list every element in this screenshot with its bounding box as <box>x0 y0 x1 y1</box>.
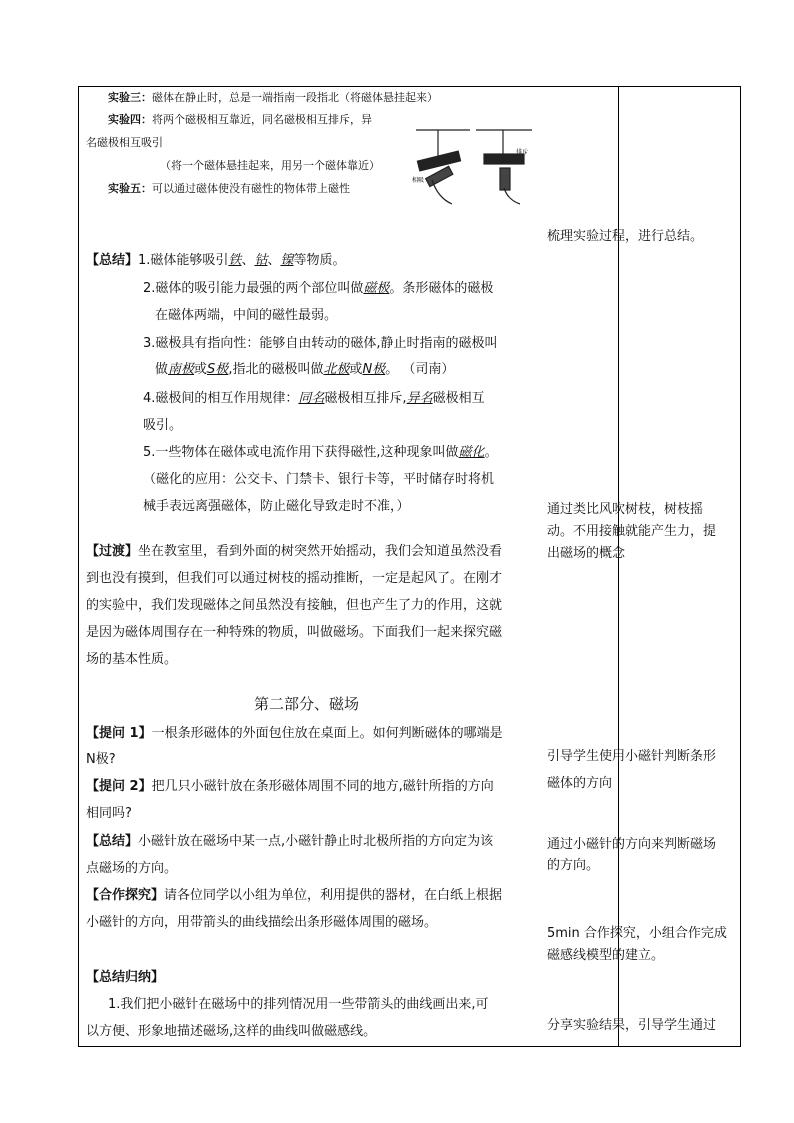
note-2-line-3: 出磁场的概念 <box>547 546 626 561</box>
answer-blank: S极 <box>207 362 229 377</box>
answer-blank: 铁 <box>228 253 242 268</box>
experiment-4-text: 将两个磁极相互靠近，同名磁极相互排斥，异 <box>152 113 372 126</box>
experiment-5 <box>108 180 350 196</box>
question-text: 把几只小磁针放在条形磁体周围不同的地方,磁针所指的方向 <box>151 779 494 794</box>
summary-2-line-1 <box>86 830 493 849</box>
experiment-5-text: 可以通过磁体使没有磁性的物体带上磁性 <box>152 182 350 195</box>
conclude-line-1: 1.我们把小磁针在磁场中的排列情况用一些带箭头的曲线画出来,可 <box>108 997 489 1012</box>
answer-blank: 磁极 <box>363 281 390 296</box>
summary-line-1 <box>86 249 346 268</box>
note-6: 分享实验结果，引导学生通过 <box>547 1018 717 1033</box>
question-1-tag: 【提问 1】 <box>86 726 152 741</box>
experiment-3 <box>108 89 438 105</box>
note-4-line-1: 通过小磁针的方向来判断磁场 <box>547 837 717 852</box>
note-2-line-2: 动。不用接触就能产生力，提 <box>547 524 717 539</box>
summary-text: 。 <box>484 445 498 460</box>
coop-line-1 <box>86 884 502 903</box>
summary-text: ,指北的磁极叫做 <box>228 362 324 377</box>
summary-text: 磁极相互 <box>432 391 485 406</box>
magnet-experiment-illustration <box>408 124 538 206</box>
transition-line-2: 到也没有摸到，但我们可以通过树枝的摇动推断，一定是起风了。在刚才 <box>86 571 503 586</box>
summary-line-6: （磁化的应用：公交卡、门禁卡、银行卡等，平时储存时将机 <box>143 472 495 487</box>
experiment-3-label: 实验三： <box>108 91 152 104</box>
summary-line-3a: 3.磁极具有指向性：能够自由转动的磁体,静止时指南的磁极叫 <box>143 336 498 351</box>
summary-line-3b <box>155 358 454 377</box>
summary-text: 2.磁体的吸引能力最强的两个部位叫做 <box>143 281 364 296</box>
summary-line-2a <box>143 277 493 296</box>
separator: 、 <box>241 253 255 268</box>
note-2-line-1: 通过类比风吹树枝，树枝摇 <box>547 502 704 517</box>
experiment-3-text: 磁体在静止时，总是一端指南一段指北（将磁体悬挂起来） <box>152 91 438 104</box>
coop-text: 请各位同学以小组为单位，利用提供的器材，在白纸上根据 <box>164 888 503 903</box>
illus-label-attract: 相吸 <box>412 177 425 184</box>
summary-text: 等物质。 <box>293 253 346 268</box>
note-4-line-2: 的方向。 <box>547 858 600 873</box>
transition-line-3: 的实验中，我们发现磁体之间虽然没有接触，但也产生了力的作用，这就 <box>86 598 503 613</box>
note-5-line-1: 5min 合作探究，小组合作完成 <box>547 926 727 941</box>
experiment-4-note: （将一个磁体悬挂起来，用另一个磁体靠近） <box>160 159 380 172</box>
question-1-line-2: N极? <box>86 752 116 767</box>
summary-line-2b: 在磁体两端，中间的磁性最弱。 <box>155 308 338 323</box>
note-3-line-1: 引导学生使用小磁针判断条形 <box>547 749 717 764</box>
question-2-tag: 【提问 2】 <box>86 779 152 794</box>
section-2-title: 第二部分、磁场 <box>254 695 360 713</box>
conclude-line-2: 以方便、形象地描述磁场,这样的曲线叫做磁感线。 <box>86 1024 377 1039</box>
answer-blank: 磁化 <box>458 445 485 460</box>
question-2-line-2: 相同吗? <box>86 806 132 821</box>
answer-blank: 异名 <box>406 391 433 406</box>
summary-text: 磁极相互排斥, <box>324 391 407 406</box>
answer-blank: 同名 <box>298 391 325 406</box>
summary-line-4b: 吸引。 <box>143 418 183 433</box>
answer-blank: N极 <box>362 362 386 377</box>
separator: 、 <box>267 253 281 268</box>
summary-text: 或 <box>349 362 363 377</box>
coop-line-2: 小磁针的方向，用带箭头的曲线描绘出条形磁体周围的磁场。 <box>86 915 438 930</box>
experiment-4-label: 实验四： <box>108 113 152 126</box>
note-1: 梳理实验过程，进行总结。 <box>547 229 704 244</box>
summary-tag: 【总结】 <box>86 253 139 268</box>
summary-text: 4.磁极间的相互作用规律： <box>143 391 299 406</box>
summary-line-5 <box>143 441 498 460</box>
experiment-4-text-cont: 名磁极相互吸引 <box>86 136 163 149</box>
answer-blank: 镍 <box>280 253 294 268</box>
note-3-line-2: 磁体的方向 <box>547 776 613 791</box>
transition-line-1 <box>86 540 502 559</box>
answer-blank: 钴 <box>254 253 268 268</box>
summary-text: 。条形磁体的磁极 <box>389 281 494 296</box>
experiment-4 <box>108 111 372 127</box>
illus-label-repel: 排斥 <box>516 149 529 156</box>
experiment-5-label: 实验五： <box>108 182 152 195</box>
summary-text: 小磁针放在磁场中某一点,小磁针静止时北极所指的方向定为该 <box>138 834 494 849</box>
answer-blank: 南极 <box>168 362 195 377</box>
note-5-line-2: 磁感线模型的建立。 <box>547 948 665 963</box>
question-2-line-1 <box>86 775 494 794</box>
summary-line-4a <box>143 387 485 406</box>
question-1-line-1 <box>86 722 503 741</box>
transition-line-4: 是因为磁体周围存在一种特殊的物质，叫做磁场。下面我们一起来探究磁 <box>86 625 503 640</box>
summary-text: 或 <box>194 362 208 377</box>
transition-line-5: 场的基本性质。 <box>86 652 178 667</box>
summary-2-line-2: 点磁场的方向。 <box>86 861 178 876</box>
summary-text: 1.磁体能够吸引 <box>138 253 229 268</box>
summary-line-7: 械手表远离强磁体，防止磁化导致走时不准，） <box>143 499 410 514</box>
summary-text: 做 <box>155 362 169 377</box>
summary-2-tag: 【总结】 <box>86 834 139 849</box>
question-text: 一根条形磁体的外面包住放在桌面上。如何判断磁体的哪端是 <box>151 726 503 741</box>
coop-tag: 【合作探究】 <box>86 888 165 903</box>
transition-text: 坐在教室里，看到外面的树突然开始摇动，我们会知道虽然没看 <box>138 544 503 559</box>
summary-text: 5.一些物体在磁体或电流作用下获得磁性,这种现象叫做 <box>143 445 459 460</box>
answer-blank: 北极 <box>323 362 350 377</box>
conclude-tag: 【总结归纳】 <box>86 970 165 985</box>
summary-text: 。 （司南） <box>385 362 455 377</box>
transition-tag: 【过渡】 <box>86 544 139 559</box>
